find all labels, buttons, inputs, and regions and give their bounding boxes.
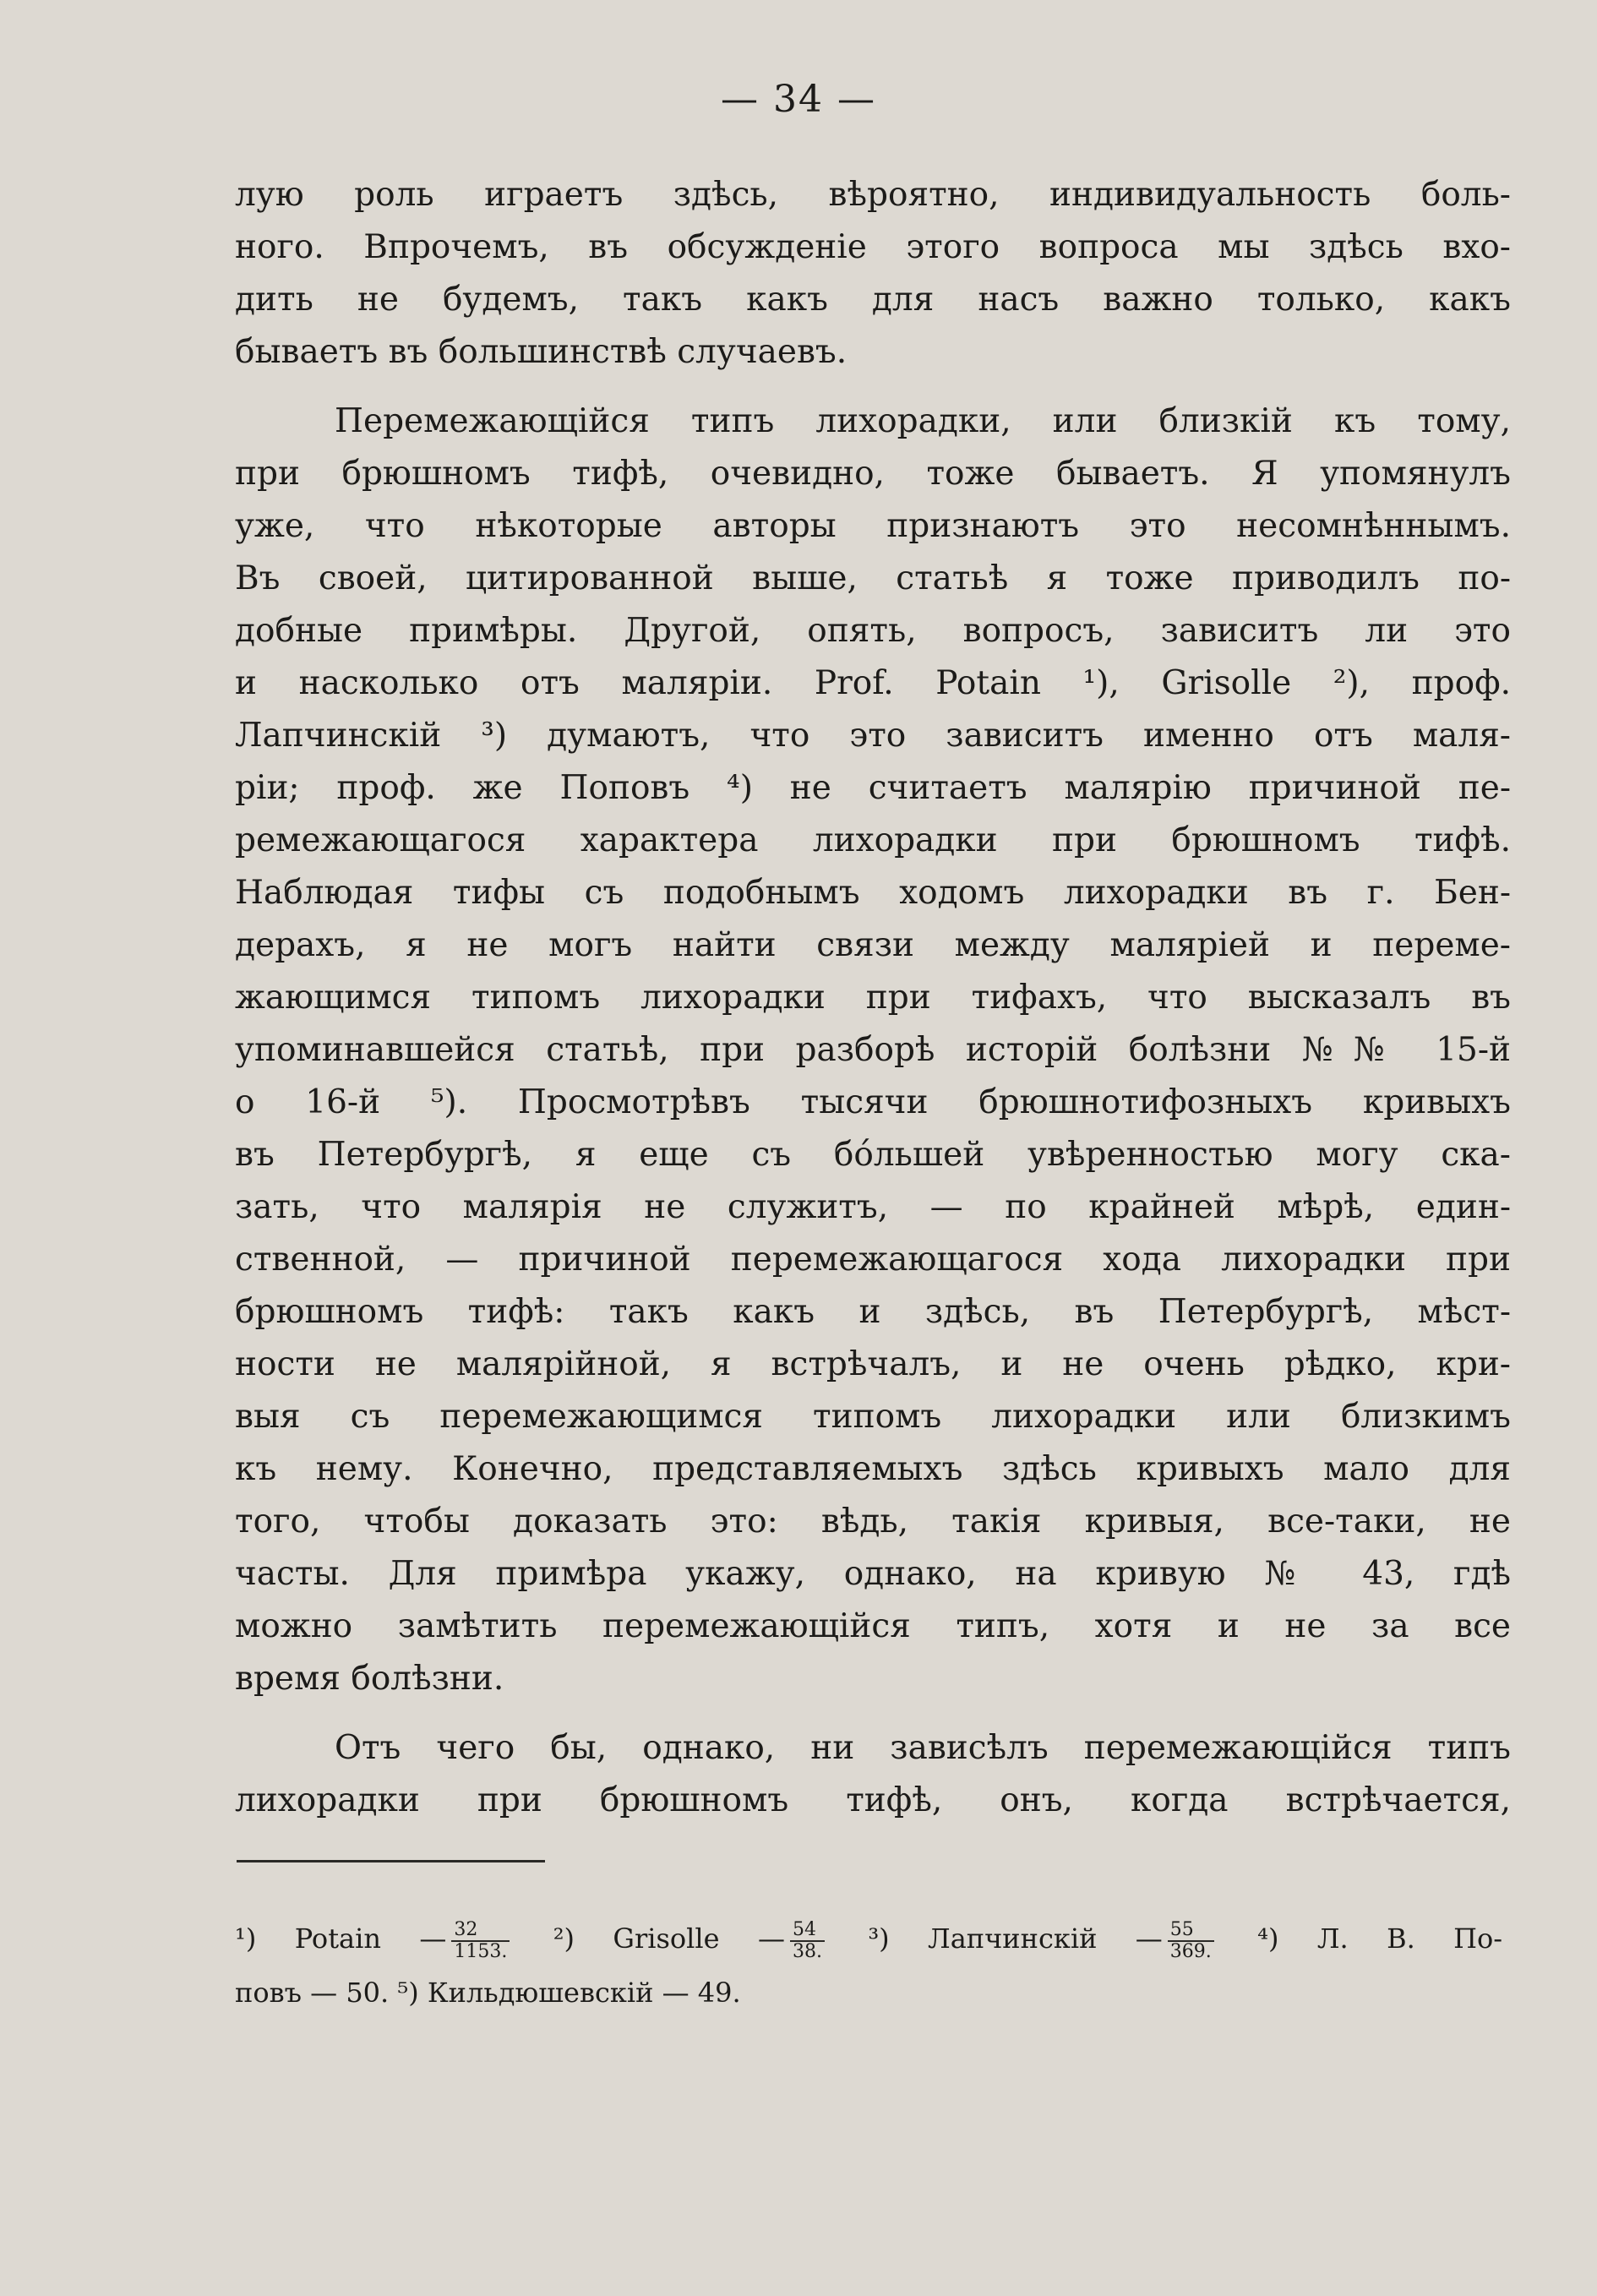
footnote-3 <box>868 1918 1218 1962</box>
footnote-name: Potain — <box>294 1922 447 1955</box>
footnote-5 <box>397 1977 740 2009</box>
footnote-marker: ³) <box>868 1922 890 1955</box>
text-line: можно замѣтить перемежающійся типъ, хотя и не за все <box>235 1607 1511 1645</box>
footnote-line <box>235 1966 1502 2020</box>
text-line: ріи; проф. же Поповъ ⁴) не считаетъ малярію причиной пе- <box>235 769 1511 807</box>
text-line: ремежающагося характера лихорадки при брюшномъ тифѣ. <box>235 821 1511 859</box>
text-line: Наблюдая тифы съ подобнымъ ходомъ лихорадки въ г. Бен- <box>235 874 1511 912</box>
footnote-text: Л. В. По- <box>1316 1922 1503 1955</box>
text-line: Перемежающійся типъ лихорадки, или близкій къ тому, <box>335 402 1511 440</box>
text-line: Въ своей, цитированной выше, статьѣ я тоже приводилъ по- <box>235 559 1511 597</box>
text-line: уже, что нѣкоторые авторы признаютъ это несомнѣннымъ. <box>235 507 1511 545</box>
footnote-name: Grisolle — <box>613 1922 785 1955</box>
footnote-1 <box>235 1918 515 1962</box>
page-number: — 34 — <box>721 78 876 121</box>
text-line: выя съ перемежающимся типомъ лихорадки или близкимъ <box>235 1398 1511 1436</box>
footnote-text: Кильдюшевскій — 49. <box>427 1977 741 2009</box>
text-line: время болѣзни. <box>235 1660 504 1698</box>
text-line: лихорадки при брюшномъ тифѣ, онъ, когда встрѣчается, <box>235 1781 1511 1819</box>
text-line: дерахъ, я не могъ найти связи между маляріей и переме- <box>235 926 1511 964</box>
text-line: лую роль играетъ здѣсь, вѣроятно, индивидуальность боль- <box>235 176 1511 214</box>
footnote-2 <box>553 1918 830 1962</box>
body-text <box>235 169 1511 1827</box>
fraction-numerator: 55 <box>1168 1920 1214 1942</box>
text-line: ственной, — причиной перемежающагося хода лихорадки при <box>235 1241 1511 1279</box>
footnote-text: повъ — 50. <box>235 1977 390 2009</box>
text-line: къ нему. Конечно, представляемыхъ здѣсь кривыхъ мало для <box>235 1450 1511 1488</box>
text-line: часты. Для примѣра укажу, однако, на кривую № 43, гдѣ <box>235 1555 1511 1593</box>
footnote-4 <box>1257 1922 1502 1955</box>
fraction <box>1168 1920 1214 1962</box>
text-line: дить не будемъ, такъ какъ для насъ важно только, какъ <box>235 281 1511 319</box>
text-line: бываетъ въ большинствѣ случаевъ. <box>235 333 848 371</box>
text-line: жающимся типомъ лихорадки при тифахъ, что высказалъ въ <box>235 979 1511 1017</box>
text-line: при брюшномъ тифѣ, очевидно, тоже бываетъ. Я упомянулъ <box>235 455 1511 493</box>
footnote-marker: ⁴) <box>1257 1922 1279 1955</box>
text-line: о 16-й ⁵). Просмотрѣвъ тысячи брюшнотифозныхъ кривыхъ <box>235 1083 1511 1121</box>
text-line: Лапчинскій ³) думаютъ, что это зависитъ именно отъ маля- <box>235 717 1511 755</box>
fraction-denominator: 1153. <box>454 1940 508 1962</box>
paragraph-2 <box>235 395 1511 1705</box>
footnote-divider <box>237 1860 545 1862</box>
text-line: зать, что малярія не служитъ, — по крайней мѣрѣ, един- <box>235 1188 1511 1226</box>
paragraph-1 <box>235 169 1511 379</box>
text-line: того, чтобы доказать это: вѣдь, такія кривыя, все-таки, не <box>235 1502 1511 1541</box>
footnotes <box>235 1912 1502 2020</box>
text-line: и насколько отъ маляріи. Prof. Potain ¹), Grisolle ²), проф. <box>235 664 1511 702</box>
paragraph-3 <box>235 1722 1511 1827</box>
footnote-name: Лапчинскій — <box>928 1922 1163 1955</box>
fraction <box>451 1920 510 1962</box>
text-line: брюшномъ тифѣ: такъ какъ и здѣсь, въ Петербургѣ, мѣст- <box>235 1293 1511 1331</box>
text-line: ного. Впрочемъ, въ обсужденіе этого вопроса мы здѣсь вхо- <box>235 228 1511 266</box>
footnote-line <box>235 1912 1502 1966</box>
fraction-denominator: 369. <box>1169 1940 1212 1962</box>
text-line: добные примѣры. Другой, опять, вопросъ, зависитъ ли это <box>235 612 1511 650</box>
fraction-numerator: 32 <box>451 1920 510 1942</box>
footnote-marker: ⁵) <box>397 1977 419 2009</box>
text-line: Отъ чего бы, однако, ни зависѣлъ перемежающійся типъ <box>335 1729 1511 1767</box>
text-line: въ Петербургѣ, я еще съ бо́льшей увѣренностью могу ска- <box>235 1136 1511 1174</box>
footnote-marker: ¹) <box>235 1922 257 1955</box>
fraction <box>790 1920 825 1962</box>
fraction-denominator: 38. <box>792 1940 822 1962</box>
text-line: ности не малярійной, я встрѣчалъ, и не очень рѣдко, кри- <box>235 1345 1511 1383</box>
text-line: упоминавшейся статьѣ, при разборѣ исторій болѣзни №№ 15-й <box>235 1031 1511 1069</box>
footnote-marker: ²) <box>553 1922 575 1955</box>
fraction-numerator: 54 <box>790 1920 825 1942</box>
